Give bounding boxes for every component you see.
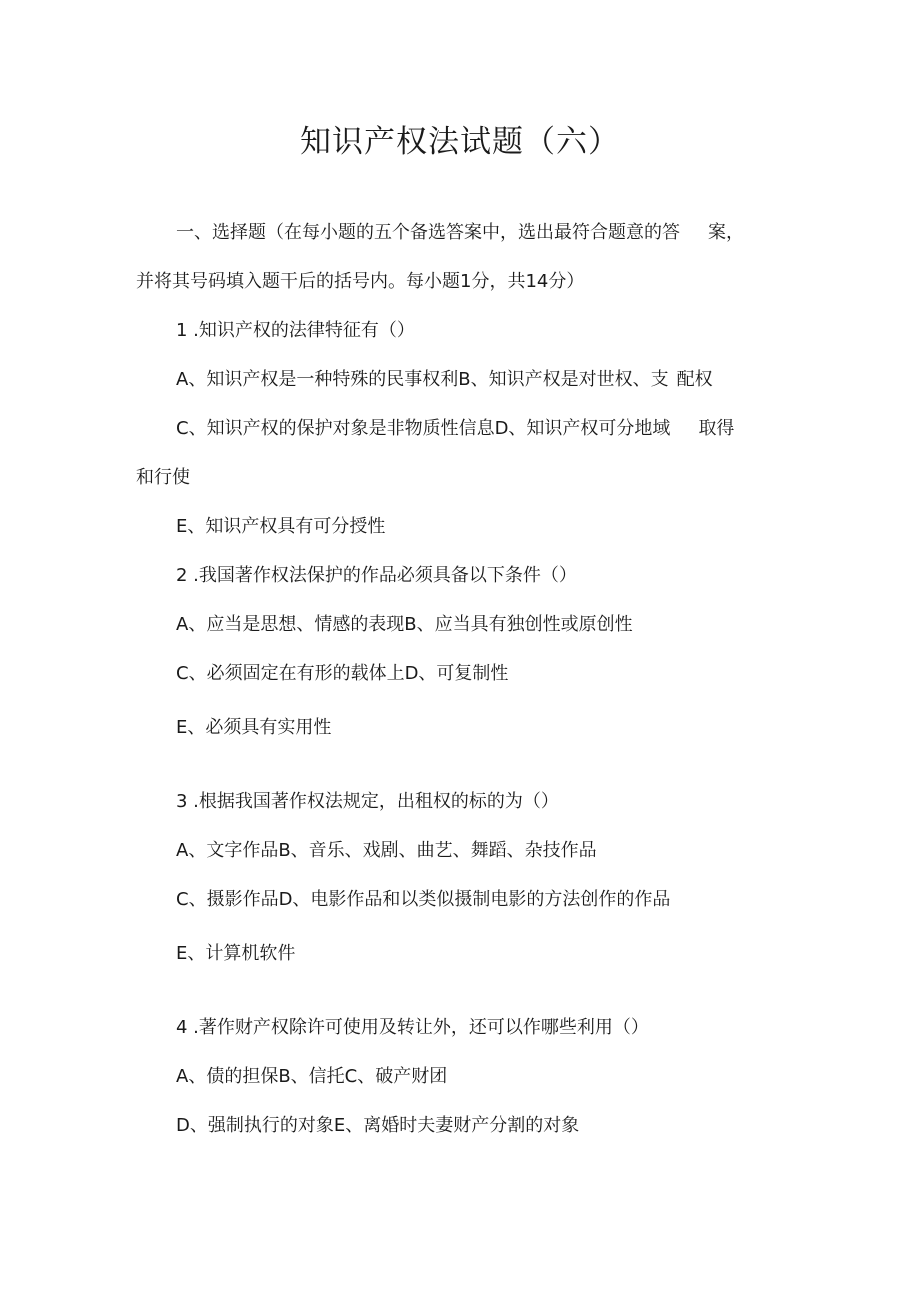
section-heading-text: 一、选择题（在每小题的五个备选答案中，选出最符合题意的答 xyxy=(176,222,680,243)
question-option-line: E、计算机软件 xyxy=(176,943,296,964)
option-text-end: 配权 xyxy=(676,369,713,390)
question-option-line xyxy=(176,417,734,441)
question-stem: 2 .我国著作权法保护的作品必须具备以下条件（） xyxy=(176,565,577,586)
question-option-line: E、必须具有实用性 xyxy=(176,717,332,738)
option-text: C、知识产权的保护对象是非物质性信息D、知识产权可分地域 xyxy=(176,418,671,439)
question-option-line: C、摄影作品D、电影作品和以类似摄制电影的方法创作的作品 xyxy=(176,889,671,910)
question-option-line: A、债的担保B、信托C、破产财团 xyxy=(176,1066,448,1087)
question-stem: 1 .知识产权的法律特征有（） xyxy=(176,320,415,341)
section-heading-line-2: 并将其号码填入题干后的括号内。每小题1分，共14分） xyxy=(136,271,585,292)
question-option-line: A、应当是思想、情感的表现B、应当具有独创性或原创性 xyxy=(176,614,633,635)
question-option-line: A、文字作品B、音乐、戏剧、曲艺、舞蹈、杂技作品 xyxy=(176,840,597,861)
question-stem: 4 .著作财产权除许可使用及转让外，还可以作哪些利用（） xyxy=(176,1017,649,1038)
question-option-line xyxy=(176,368,713,392)
question-stem: 3 .根据我国著作权法规定，出租权的标的为（） xyxy=(176,791,559,812)
question-option-line: 和行使 xyxy=(136,467,190,488)
section-heading-text-end: 案， xyxy=(708,222,744,243)
section-heading-line-1 xyxy=(176,221,744,245)
option-text: A、知识产权是一种特殊的民事权利B、知识产权是对世权、支 xyxy=(176,369,669,390)
option-text-end: 取得 xyxy=(698,418,735,439)
question-option-line: C、必须固定在有形的载体上D、可复制性 xyxy=(176,663,509,684)
question-option-line: D、强制执行的对象E、离婚时夫妻财产分割的对象 xyxy=(176,1115,580,1136)
page-title: 知识产权法试题（六） xyxy=(300,124,620,160)
question-option-line: E、知识产权具有可分授性 xyxy=(176,516,386,537)
